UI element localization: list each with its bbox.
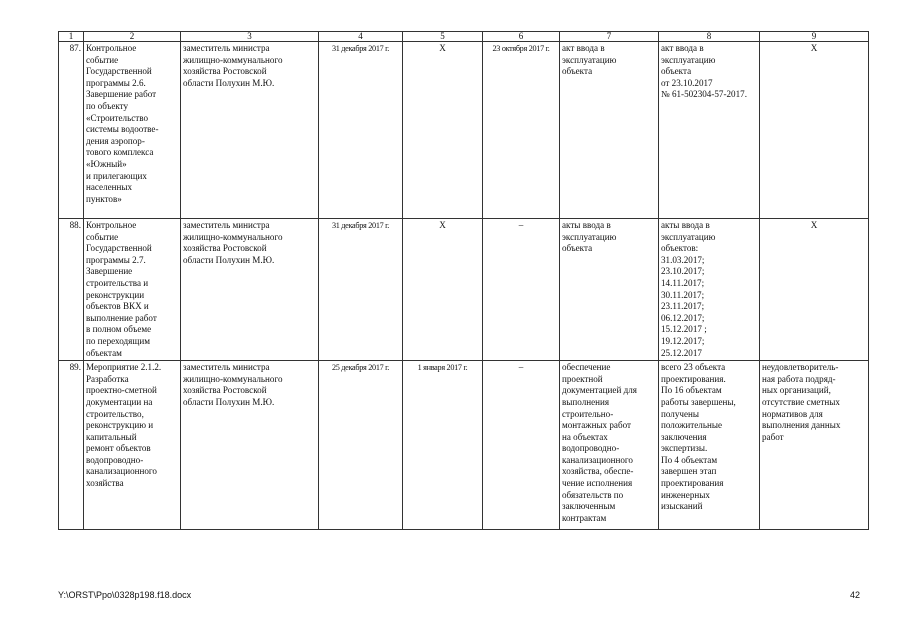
responsible-cell: заместитель министра жилищно-коммунального хозяйства Ростовской области Полухин М.Ю. xyxy=(181,219,319,361)
table-row xyxy=(59,42,869,219)
planned-result-cell: акты ввода в эксплуатацию объекта xyxy=(560,219,659,361)
row-number: 89. xyxy=(59,361,84,530)
column-number: 3 xyxy=(181,32,319,42)
column-number: 4 xyxy=(319,32,403,42)
actual-result-cell: акты ввода в эксплуатацию объектов: 31.03.2017; 23.10.2017; 14.11.2017; 30.11.2017; 23.11.2017; 06.12.2017; 15.12.2017 ; 19.12.2017; 25.12.2017 xyxy=(659,219,760,361)
column-number-row xyxy=(59,32,869,42)
plan-date-cell: 25 декабря 2017 г. xyxy=(319,361,403,530)
column-9-cell: неудовлетворитель- ная работа подряд- ных организаций, отсутствие сметных нормативов для выполнения данных работ xyxy=(760,361,869,530)
responsible-cell: заместитель министра жилищно-коммунального хозяйства Ростовской области Полухин М.Ю. xyxy=(181,42,319,219)
report-table xyxy=(58,31,869,530)
responsible-cell: заместитель министра жилищно-коммунального хозяйства Ростовской области Полухин М.Ю. xyxy=(181,361,319,530)
column-6-cell: 23 октября 2017 г. xyxy=(483,42,560,219)
column-9-cell: Х xyxy=(760,42,869,219)
column-number: 9 xyxy=(760,32,869,42)
column-number: 5 xyxy=(403,32,483,42)
actual-result-cell: всего 23 объекта проектирования. По 16 объектам работы завершены, получены положительные заключения экспертизы. По 4 объектам завершен этап проектирования инженерных изысканий xyxy=(659,361,760,530)
page-number: 42 xyxy=(849,590,860,600)
event-name-cell: Мероприятие 2.1.2. Разработка проектно-сметной документации на строительство, реконструкцию и капитальный ремонт объектов водопроводно- канализационного хозяйства xyxy=(84,361,181,530)
column-5-cell: Х xyxy=(403,219,483,361)
table-row xyxy=(59,219,869,361)
plan-date-cell: 31 декабря 2017 г. xyxy=(319,219,403,361)
column-5-cell: Х xyxy=(403,42,483,219)
footer-file-path: Y:\ORST\Ppo\0328p198.f18.docx xyxy=(58,590,192,600)
event-name-cell: Контрольное событие Государственной программы 2.6. Завершение работ по объекту «Строительство системы водоотве- дения аэропор- тового комплекса «Южный» и прилегающих населенных пунктов» xyxy=(84,42,181,219)
table-row xyxy=(59,361,869,530)
planned-result-cell: обеспечение проектной документацией для выполнения строительно- монтажных работ на объектах водопроводно- канализационного хозяйства, обеспе- чение исполнения обязательств по заключенным контрактам xyxy=(560,361,659,530)
actual-result-cell: акт ввода в эксплуатацию объекта от 23.10.2017 № 61-502304-57-2017. xyxy=(659,42,760,219)
column-number: 1 xyxy=(59,32,84,42)
row-number: 87. xyxy=(59,42,84,219)
event-name-cell: Контрольное событие Государственной программы 2.7. Завершение строительства и реконструкции объектов ВКХ и выполнение работ в полном объеме по переходящим объектам xyxy=(84,219,181,361)
column-number: 7 xyxy=(560,32,659,42)
column-number: 8 xyxy=(659,32,760,42)
column-9-cell: Х xyxy=(760,219,869,361)
column-5-cell: 1 января 2017 г. xyxy=(403,361,483,530)
column-6-cell: – xyxy=(483,219,560,361)
row-number: 88. xyxy=(59,219,84,361)
plan-date-cell: 31 декабря 2017 г. xyxy=(319,42,403,219)
column-number: 2 xyxy=(84,32,181,42)
column-number: 6 xyxy=(483,32,560,42)
planned-result-cell: акт ввода в эксплуатацию объекта xyxy=(560,42,659,219)
column-6-cell: – xyxy=(483,361,560,530)
